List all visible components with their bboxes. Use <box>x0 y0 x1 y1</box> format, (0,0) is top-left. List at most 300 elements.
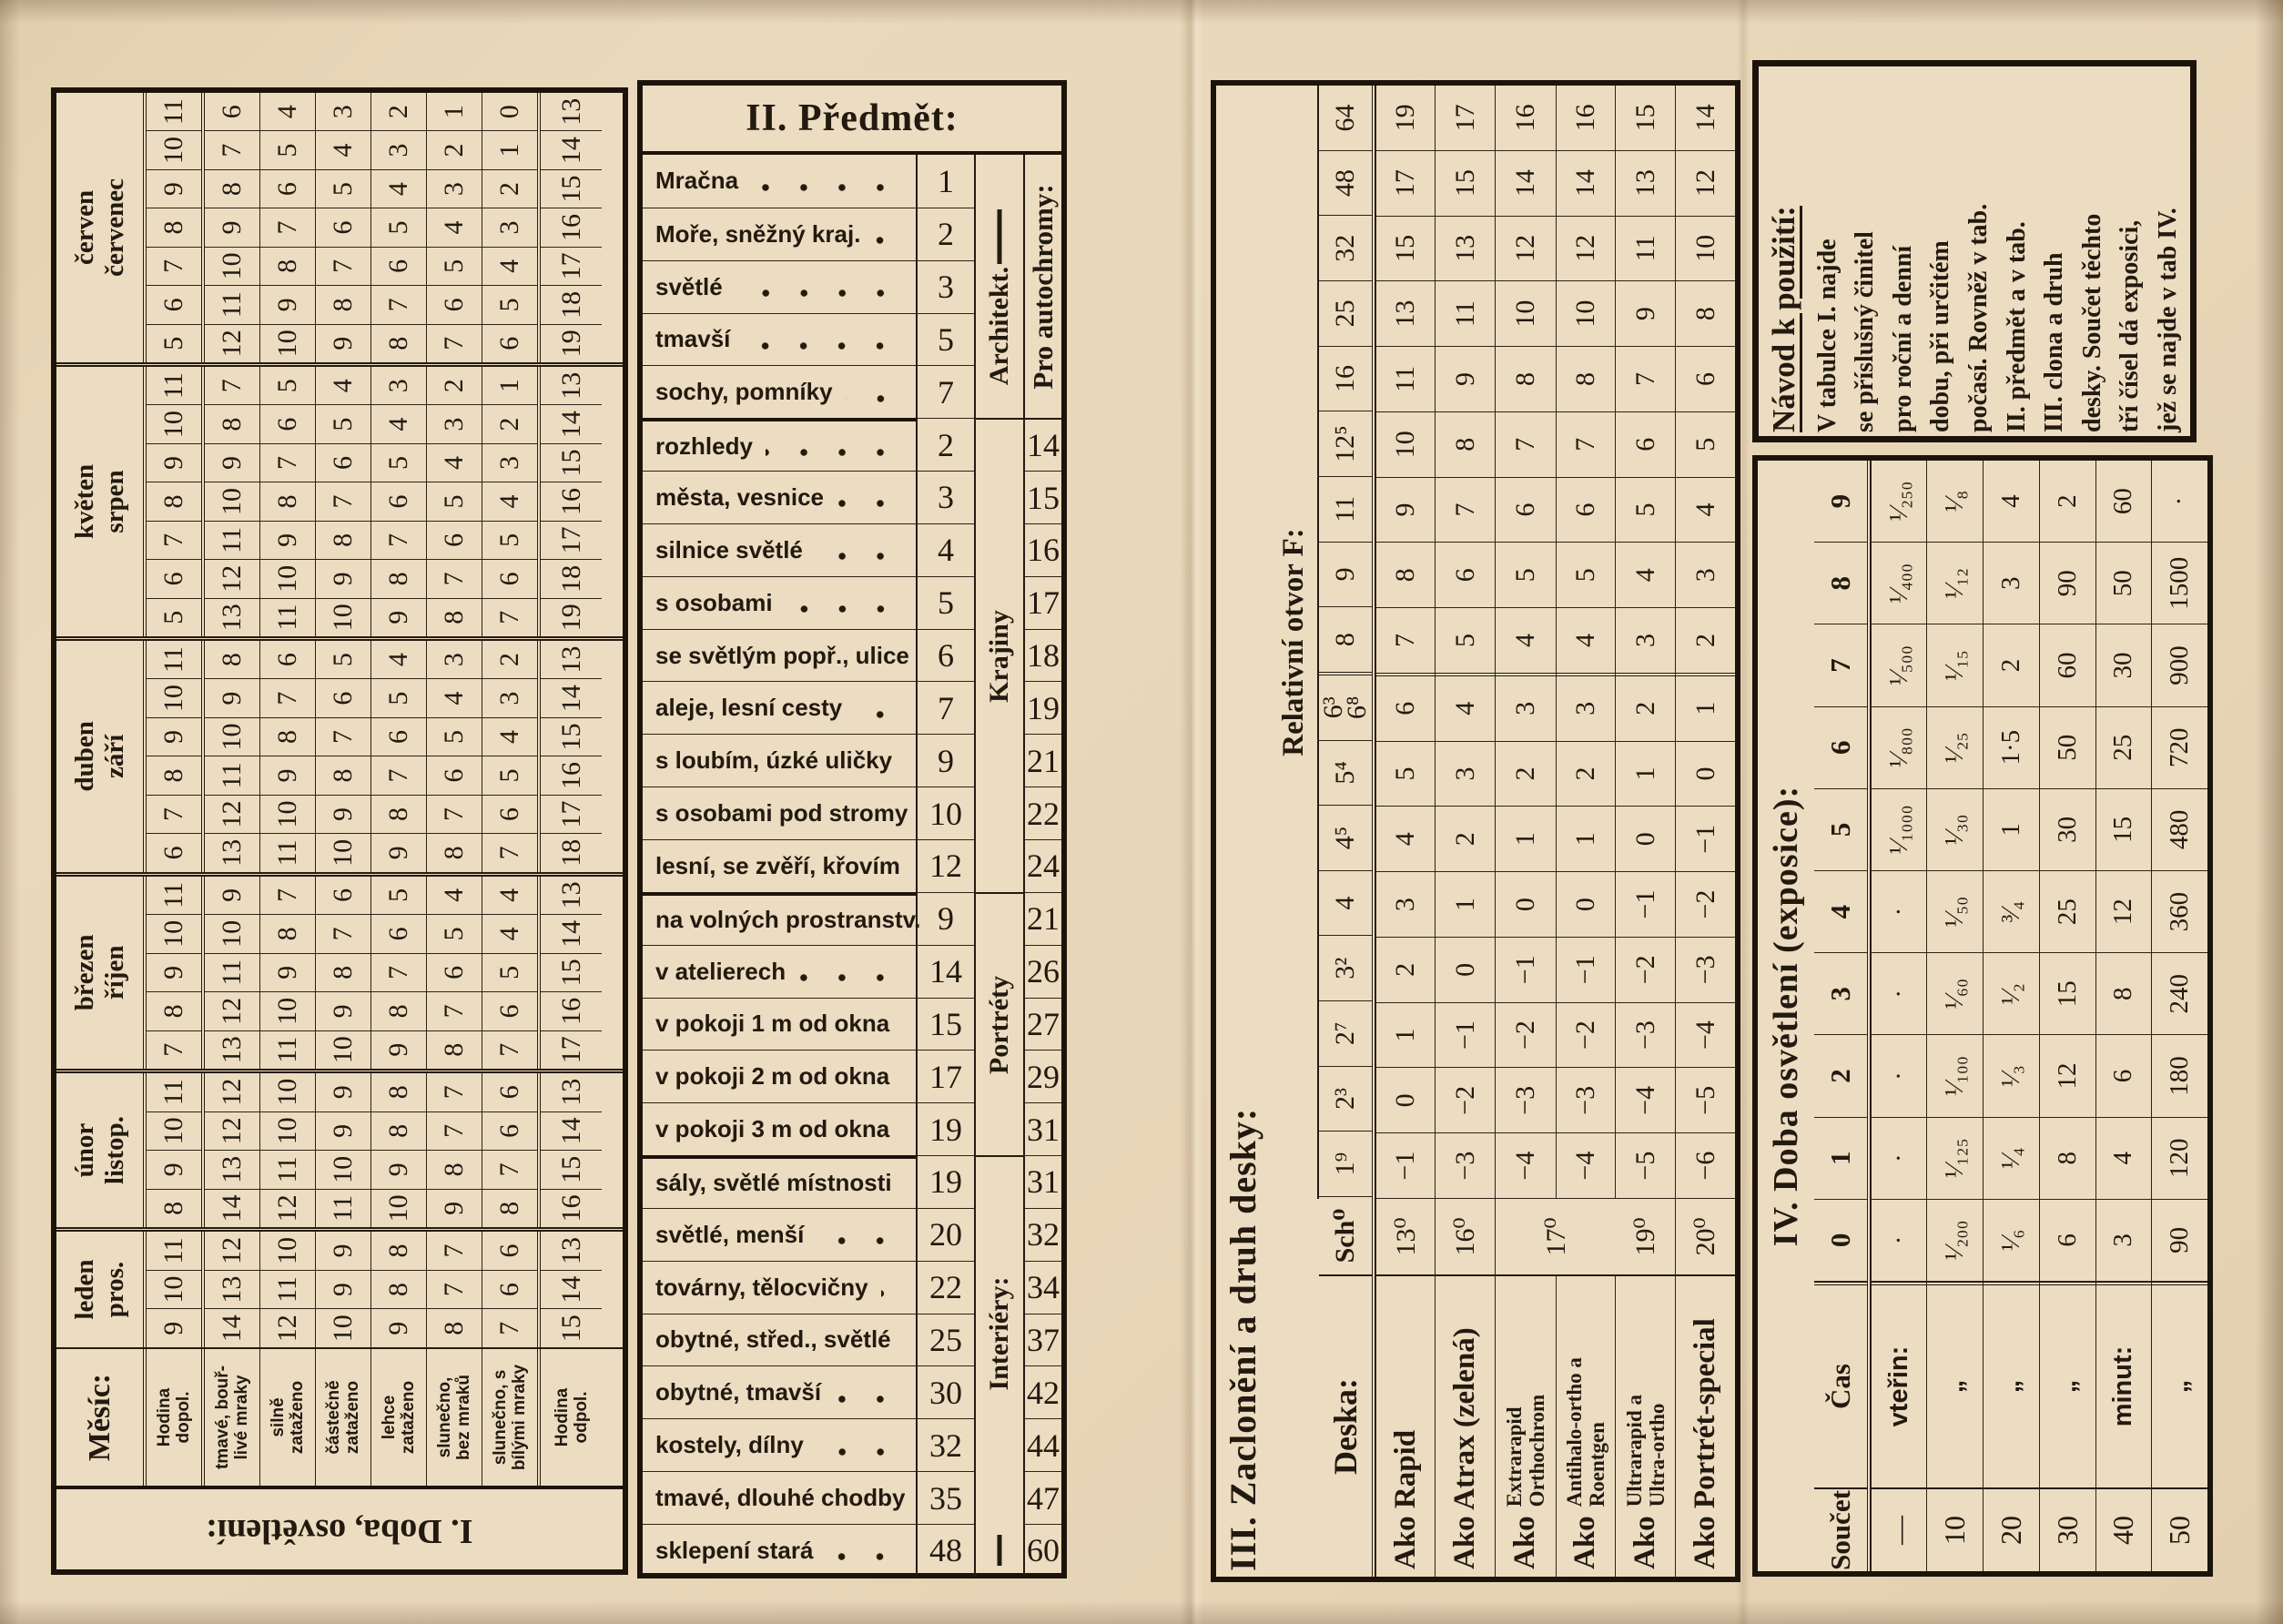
table-ii-factor-value: 30 <box>918 1365 974 1418</box>
table-i-cell: 7 <box>427 1232 482 1271</box>
table-i-cell: 6 <box>427 756 482 795</box>
table-i-cell: 4 <box>427 679 482 717</box>
table-i-row-label-line: zataženo <box>343 1380 362 1455</box>
table-i-cell: 12 <box>272 1194 302 1223</box>
table-ii-factor-value: 19 <box>918 1155 974 1208</box>
table-i-month-name: červen <box>69 189 99 266</box>
table-iii-cell: 12 <box>1676 151 1735 217</box>
table-ii-group-dash <box>998 1535 1002 1566</box>
table-ii-autochromy-value: 21 <box>1025 734 1061 787</box>
navod-rotated-area <box>1759 66 2190 436</box>
table-i-cell: 5 <box>427 718 482 756</box>
table-iii-cell: 9 <box>1376 478 1436 543</box>
table-iv-cell: 6 <box>2096 1035 2152 1117</box>
table-iii-cell: −5 <box>1676 1068 1735 1133</box>
table-ii-factor-value: 14 <box>918 945 974 998</box>
table-iv-digit-header: 2 <box>1814 1035 1867 1117</box>
table-i-cell: 11 <box>205 756 259 795</box>
table-i-cell: 6 <box>371 482 426 521</box>
table-ii-factor-value: 7 <box>918 681 974 734</box>
table-iii-cell: 1 <box>1557 807 1616 872</box>
table-ii-factor-value: 2 <box>918 208 974 260</box>
table-i-cell: 6 <box>260 641 315 679</box>
table-iii-cell: −1 <box>1557 938 1616 1003</box>
page-top-shadow <box>0 0 2283 24</box>
table-i-cell: 9 <box>260 522 315 560</box>
table-iii-cell: 6 <box>1436 543 1495 608</box>
table-i-cell: 10 <box>147 405 201 443</box>
table-iv-row <box>1983 461 2039 1571</box>
table-i-cell: 11 <box>147 367 201 405</box>
table-i-cell: 1 <box>427 93 482 131</box>
table-iii-f-value: 4⁵ <box>1319 806 1372 871</box>
table-iii-plate-name-line: Orthochrom <box>1525 1394 1548 1507</box>
table-iv-cell: 8 <box>2040 1118 2095 1200</box>
table-i-cell: 8 <box>494 1201 524 1215</box>
table-i-cell: 12 <box>217 330 247 358</box>
table-iii-cell: 16 <box>1557 86 1616 151</box>
table-i-value-row <box>259 641 315 872</box>
table-i-cell: 5 <box>316 170 370 208</box>
table-i-cell: 6 <box>260 405 315 443</box>
table-i-value-row <box>259 367 315 636</box>
table-i-cell: 4 <box>482 482 537 521</box>
table-iv-cell: 3 <box>2096 1200 2152 1282</box>
table-i-cell: 7 <box>439 336 469 350</box>
table-ii-subject-name: s osobami <box>655 588 773 616</box>
table-i-cell: 7 <box>316 718 370 756</box>
table-i-cell: 8 <box>439 846 469 860</box>
table-i-cell: 13 <box>205 1271 259 1310</box>
table-iv-cas-value: „ <box>2040 1282 2095 1487</box>
table-ii-factor-value: 3 <box>918 471 974 523</box>
table-ii-row <box>643 945 916 998</box>
table-i-cell: 9 <box>205 444 259 482</box>
table-i-cell: 6 <box>316 444 370 482</box>
leader-dots-decoration <box>817 1448 899 1456</box>
table-ii-factor-value: 25 <box>918 1314 974 1366</box>
table-iii-cell: 0 <box>1676 742 1735 807</box>
table-iii-cell: 10 <box>1557 281 1616 347</box>
table-iv-row <box>2095 461 2152 1571</box>
table-i-cell: 13 <box>217 604 247 632</box>
leader-dots-decoration <box>855 711 899 718</box>
table-iv-cell: 90 <box>2040 543 2095 624</box>
table-i-value-row <box>537 1232 602 1347</box>
table-i-month-name: duben <box>69 721 99 792</box>
table-iii-cell: −1 <box>1436 1003 1495 1069</box>
table-i-cell: 16 <box>555 1194 586 1223</box>
table-i-value-row <box>201 93 259 362</box>
table-iii-plate-name <box>1496 1276 1555 1577</box>
table-iii-cell: 19 <box>1376 86 1436 151</box>
table-i-cell: 9 <box>316 1232 370 1271</box>
table-iv-cell: 120 <box>2152 1118 2207 1200</box>
table-ii-autochromy-value: 16 <box>1025 523 1061 576</box>
table-i-cell: 7 <box>158 1042 188 1057</box>
table-ii-row <box>643 471 916 523</box>
table-iv-cas-value: „ <box>1984 1282 2039 1487</box>
table-i-cell: 7 <box>147 248 201 286</box>
leader-dots-decoration <box>816 553 899 560</box>
table-i-row-label-line: bez mraků <box>454 1375 473 1460</box>
table-ii-row <box>643 1102 916 1155</box>
table-i-cell: 10 <box>328 1314 358 1343</box>
table-iii-f-value: 2⁷ <box>1319 1001 1372 1067</box>
table-iii-cell: 0 <box>1496 872 1555 938</box>
table-ii-autochromy-value: 24 <box>1025 839 1061 892</box>
table-iv-cell: ¹⁄₄ <box>1984 1118 2039 1200</box>
table-i-value-row <box>259 877 315 1069</box>
table-iii-deska-label: Deska: <box>1326 1378 1364 1475</box>
table-i-cell: 4 <box>482 718 537 756</box>
table-i-month-name: květen <box>69 463 99 540</box>
table-i-cell: 15 <box>555 1314 586 1343</box>
table-iii-cell: 3 <box>1436 742 1495 807</box>
table-iv-cell: ¹⁄₁₀₀₀ <box>1872 789 1927 871</box>
table-i-value-row <box>201 367 259 636</box>
table-ii-subject-name: tmavší <box>655 325 731 353</box>
table-i-month-header <box>56 641 143 872</box>
leader-dots-decoration <box>751 184 899 191</box>
table-iv-soucet-value: 50 <box>2152 1487 2207 1571</box>
table-i-cell: 15 <box>541 170 602 208</box>
table-iii-cell: 5 <box>1496 543 1555 608</box>
table-i-cell: 17 <box>541 796 602 834</box>
table-i-month-header <box>56 93 143 362</box>
table-iii-f-value: 1⁹ <box>1319 1132 1372 1197</box>
table-i-value-row <box>482 367 537 636</box>
table-i-cell: 10 <box>260 1073 315 1112</box>
table-iii-f-value: 8 <box>1319 607 1372 675</box>
table-i-cell: 8 <box>371 796 426 834</box>
table-i-cell: 15 <box>541 954 602 992</box>
table-i-cell: 9 <box>147 1151 201 1190</box>
table-iv-cell: ¹⁄₈ <box>1927 461 1983 543</box>
table-iii-cell: 8 <box>1496 347 1555 412</box>
table-iii-plate-name-lines <box>1503 1395 1548 1507</box>
table-i-cell: 16 <box>541 208 602 247</box>
table-i-value-row <box>482 93 537 362</box>
table-iii-cell: 1 <box>1676 676 1735 742</box>
table-iv-digit-header: 7 <box>1814 624 1867 706</box>
table-i-cell: 17 <box>541 522 602 560</box>
table-iii-f-value: 3² <box>1319 936 1372 1001</box>
table-i-cell: 9 <box>383 1321 413 1335</box>
table-ii-row <box>643 681 916 734</box>
table-iii-plate-name <box>1616 1276 1675 1577</box>
navod-line: tří čísel dá exposici, <box>2116 219 2145 432</box>
leader-dots-decoration <box>766 449 899 456</box>
table-iv-cell: 360 <box>2152 871 2207 953</box>
table-iii-cell: 6 <box>1557 478 1616 543</box>
table-i-cell: 9 <box>205 877 259 915</box>
table-i-cell: 7 <box>427 1112 482 1152</box>
table-i-month-column <box>56 641 623 877</box>
table-i-cell: 2 <box>371 93 426 131</box>
table-i-value-row <box>537 367 602 636</box>
navod-panel <box>1752 60 2197 442</box>
table-i-cell: 9 <box>383 846 413 860</box>
table-i-cell: 7 <box>205 367 259 405</box>
table-iv-digit-header: 0 <box>1814 1200 1867 1282</box>
table-ii-subject-name: aleje, lesní cesty <box>655 694 843 722</box>
table-i-title: I. Doba, osvětlení: <box>206 1512 473 1550</box>
table-i-cell: 10 <box>328 1036 358 1064</box>
table-iii-cell: 5 <box>1376 742 1436 807</box>
table-i-cell: 9 <box>147 718 201 756</box>
table-iii-f-value-part: 6⁸ <box>1341 695 1372 719</box>
table-i-cell: 13 <box>541 877 602 915</box>
table-iv-digit-header: 8 <box>1814 543 1867 624</box>
table-i-value-row <box>143 1073 201 1227</box>
table-i-row-label <box>426 1349 482 1486</box>
table-iv-cell: 2 <box>2040 461 2095 543</box>
table-i-value-row <box>482 1073 537 1227</box>
table-ii-row <box>643 1261 916 1314</box>
table-iv-cell: 12 <box>2096 871 2152 953</box>
table-i-cell: 11 <box>147 1073 201 1112</box>
table-iv-digit-header: 5 <box>1814 789 1867 871</box>
leader-dots-decoration <box>743 342 899 350</box>
table-i-value-row <box>143 1232 201 1347</box>
table-ii-subject-name: v pokoji 3 m od okna <box>655 1115 890 1143</box>
table-iii-plate-row <box>1495 86 1572 1577</box>
table-iii-sch-value: 16⁰ <box>1436 1199 1495 1276</box>
table-i-month-column <box>56 93 623 367</box>
table-iii-f-value: 12⁵ <box>1319 411 1372 477</box>
table-iii-f-value <box>1319 675 1372 741</box>
table-i-cell: 5 <box>371 208 426 247</box>
table-iv-cell: 8 <box>2096 953 2152 1035</box>
table-i-month-column <box>56 1232 623 1347</box>
table-i-cell: 11 <box>205 286 259 324</box>
table-i-cell: 7 <box>494 610 524 624</box>
table-iv-cell: · <box>1872 1200 1927 1282</box>
table-ii-autochromy-value: 31 <box>1025 1155 1061 1208</box>
table-iii-cell: 5 <box>1436 608 1495 676</box>
table-iii <box>1216 86 1735 1577</box>
table-i-cell: 2 <box>427 131 482 169</box>
table-i-value-row <box>259 1073 315 1227</box>
table-i-cell: 3 <box>316 93 370 131</box>
table-i-cell: 7 <box>260 208 315 247</box>
table-i-cell: 6 <box>482 1271 537 1310</box>
table-iv-cell: 15 <box>2096 789 2152 871</box>
table-ii-factor-column <box>916 155 974 1577</box>
table-iii-cell: −4 <box>1616 1068 1675 1133</box>
table-iii-cell: 6 <box>1676 347 1735 412</box>
table-i-cell: 8 <box>371 560 426 598</box>
table-iv-rotated-area <box>1758 461 2207 1571</box>
table-iii-cell: −2 <box>1557 1003 1616 1069</box>
table-ii-autochromy-value: 17 <box>1025 576 1061 629</box>
table-i-title-strip <box>56 1486 623 1573</box>
table-iii-cell: 10 <box>1676 217 1735 282</box>
table-iii-cell: 4 <box>1376 807 1436 872</box>
table-ii-row <box>643 839 916 892</box>
table-i-row-label-line: livé mraky <box>232 1375 251 1460</box>
table-i-cell: 7 <box>427 1073 482 1112</box>
table-iii-cell: 12 <box>1496 217 1555 282</box>
table-ii-subject-name: obytné, střed., světlé <box>655 1325 891 1354</box>
table-iv-cell: · <box>1872 871 1927 953</box>
table-ii-subject-name: továrny, tělocvičny <box>655 1273 868 1301</box>
table-iv-cell: 480 <box>2152 789 2207 871</box>
table-iv-row <box>2151 461 2207 1571</box>
table-iii-f-value: 16 <box>1319 347 1372 412</box>
table-ii-row <box>643 576 916 629</box>
table-iii-cell: −4 <box>1676 1003 1735 1069</box>
table-i-cell: 10 <box>260 1112 315 1152</box>
table-iv-cell: ¹⁄₃₀ <box>1927 789 1983 871</box>
table-ii-group-cell <box>976 892 1023 1155</box>
table-i-cell: 15 <box>541 1151 602 1190</box>
table-ii-row <box>643 734 916 787</box>
table-i-month-name: březen <box>69 934 99 1011</box>
table-ii-row <box>643 1365 916 1418</box>
table-iii-sch-value: 20⁰ <box>1676 1199 1735 1276</box>
table-i-cell: 10 <box>260 1232 315 1271</box>
table-iv-title: IV. Doba osvětlení (exposice): <box>1767 785 1805 1247</box>
table-i-cell: 12 <box>205 1112 259 1152</box>
table-i-cell: 10 <box>205 915 259 953</box>
table-i-row-label <box>259 1349 315 1486</box>
table-i-cell: 10 <box>205 248 259 286</box>
table-iii-cell: 12 <box>1557 217 1616 282</box>
table-iv-cell: 240 <box>2152 953 2207 1035</box>
table-i-cell: 7 <box>494 1321 524 1335</box>
table-iii-cell: 4 <box>1496 608 1555 676</box>
table-iv-cas-header: Čas <box>1814 1282 1867 1487</box>
table-i-cell: 13 <box>205 1151 259 1190</box>
table-ii-subject-name: města, vesnice <box>655 482 825 511</box>
table-i-cell: 7 <box>316 248 370 286</box>
table-ii-factor-value: 1 <box>938 162 954 199</box>
table-iii-sch-value: 13⁰ <box>1376 1199 1436 1276</box>
table-i-cell: 3 <box>482 208 537 247</box>
table-iii-subtitle: Relativní otvor F: <box>1271 86 1320 1199</box>
table-i-cell: 4 <box>482 877 537 915</box>
table-i-value-row <box>537 877 602 1069</box>
table-i-cell: 8 <box>439 1321 469 1335</box>
table-i-cell: 7 <box>427 1271 482 1310</box>
table-iii-plate-name <box>1436 1276 1495 1577</box>
table-i-cell: 10 <box>147 679 201 717</box>
table-i-month-column <box>56 877 623 1073</box>
table-iii-cell: 0 <box>1616 807 1675 872</box>
table-iv-cell: ¹⁄₂₅ <box>1927 707 1983 789</box>
table-i-cell: 11 <box>147 641 201 679</box>
table-i-value-row <box>259 1232 315 1347</box>
table-i-cell: 13 <box>541 1073 602 1112</box>
table-ii-factor-value: 5 <box>918 576 974 629</box>
table-i-cell: 9 <box>316 796 370 834</box>
table-ii-row <box>643 1418 916 1471</box>
table-i-row-label <box>143 1349 201 1486</box>
table-iii-cell: 16 <box>1496 86 1555 151</box>
table-iii-cell: 3 <box>1616 608 1675 676</box>
table-i-cell: 8 <box>205 405 259 443</box>
page-right-shadow <box>2256 0 2283 1624</box>
table-ii-factor-value: 32 <box>918 1418 974 1471</box>
table-i-cell: 8 <box>439 1042 469 1057</box>
table-i-month-column <box>56 367 623 641</box>
table-i-month-name2: říjen <box>99 945 129 1000</box>
table-ii-subject-name: s loubím, úzké uličky <box>655 746 893 775</box>
table-iv-cell: 25 <box>2096 707 2152 789</box>
table-ii-factor-value: 10 <box>918 787 974 839</box>
table-i-cell: 3 <box>482 679 537 717</box>
table-i <box>56 93 623 1486</box>
table-i-month-name2: srpen <box>99 470 129 533</box>
table-i-cell: 10 <box>205 718 259 756</box>
table-iii-rotated-area <box>1216 86 1735 1577</box>
table-i-cell: 8 <box>205 641 259 679</box>
table-iv-cell: ¹⁄₂₅₀ <box>1872 461 1927 543</box>
table-iv-cell: ¹⁄₃ <box>1984 1035 2039 1117</box>
table-i-cell: 6 <box>482 992 537 1030</box>
table-i-month-name: leden <box>69 1259 99 1320</box>
table-i-cell: 9 <box>383 1042 413 1057</box>
table-iv-cell: 30 <box>2096 624 2152 706</box>
navod-line: se příslušný činitel <box>1851 231 1880 432</box>
table-iv-soucet-value: 30 <box>2040 1487 2095 1571</box>
navod-line: jež se najde v tab IV. <box>2153 208 2182 432</box>
table-i-cell: 10 <box>272 330 302 358</box>
table-i-cell: 5 <box>371 444 426 482</box>
table-iv-cell: 50 <box>2096 543 2152 624</box>
table-iii-cell: 0 <box>1436 938 1495 1003</box>
table-iii-cell: 1 <box>1436 872 1495 938</box>
table-iii-plate-name-lines <box>1623 1395 1669 1507</box>
table-ii-row <box>643 365 916 418</box>
table-i-cell: 6 <box>260 170 315 208</box>
table-iii-cell: 14 <box>1496 151 1555 217</box>
table-ii-group-dash <box>998 209 1002 264</box>
table-ii-row <box>643 523 916 576</box>
table-i-cell: 14 <box>541 131 602 169</box>
table-iv-cell: 1500 <box>2152 543 2207 624</box>
table-iv-cell: ¹⁄₂₀₀ <box>1927 1200 1983 1282</box>
table-ii-title: II. Předmět: <box>643 86 1061 155</box>
table-i-value-row <box>315 1232 370 1347</box>
table-i-cell: 7 <box>427 992 482 1030</box>
table-i-cell: 5 <box>260 367 315 405</box>
table-iii-cell: −1 <box>1676 807 1735 872</box>
table-i-cell: 9 <box>316 1271 370 1310</box>
table-iii-cell: 10 <box>1376 412 1436 478</box>
table-i-row-label-line: Hodina <box>155 1387 174 1447</box>
table-iv-cell: 4 <box>2096 1118 2152 1200</box>
table-i-cell: 8 <box>260 482 315 521</box>
table-ii-autochromy-value: 31 <box>1025 1102 1061 1155</box>
table-i-cell: 8 <box>316 286 370 324</box>
table-iii-cell: 8 <box>1557 347 1616 412</box>
table-iii-cell: −5 <box>1616 1133 1675 1199</box>
table-iii-plate-row <box>1556 86 1616 1577</box>
table-i-value-row <box>482 1232 537 1347</box>
table-iv-cell: ¹⁄₂ <box>1984 953 2039 1035</box>
table-i-cell: 3 <box>371 367 426 405</box>
table-i-cell: 10 <box>147 1112 201 1152</box>
table-i-cell: 7 <box>494 1042 524 1057</box>
table-iii-cell: 1 <box>1496 807 1555 872</box>
table-ii-factor-value: 6 <box>918 629 974 682</box>
table-i-cell: 6 <box>482 1232 537 1271</box>
table-iv-digit-header: 9 <box>1814 461 1867 543</box>
table-iii-cell: 2 <box>1496 742 1555 807</box>
